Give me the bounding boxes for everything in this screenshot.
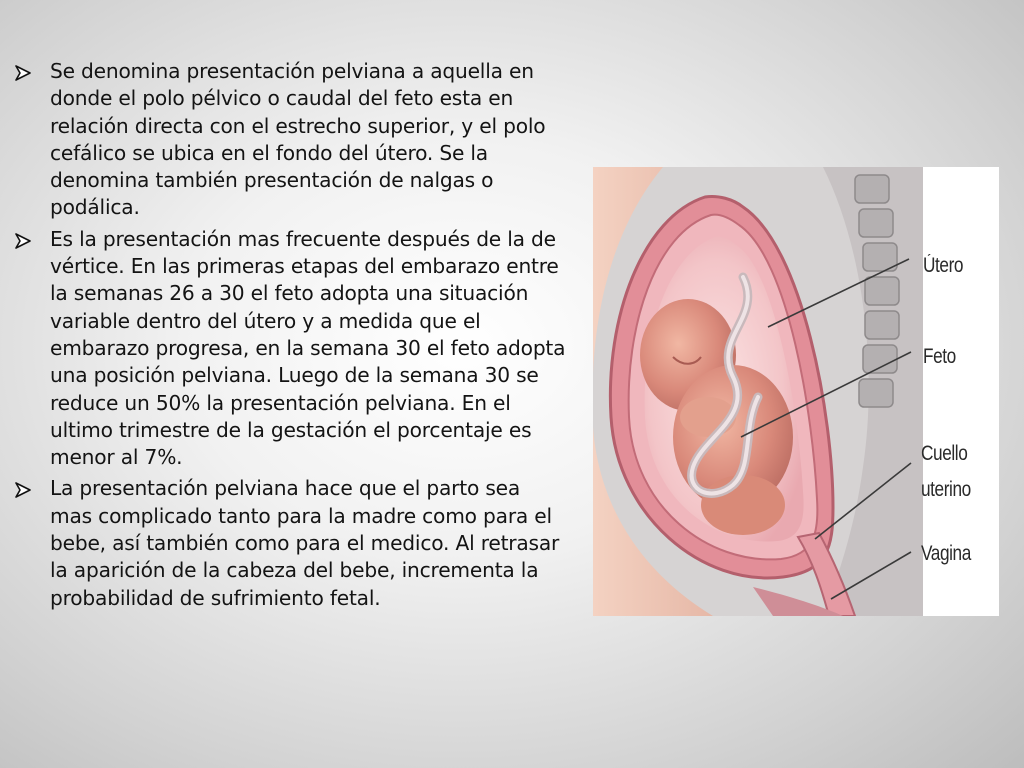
- label-cuello-line-2: uterino: [921, 478, 971, 501]
- bullet-item: [14, 226, 566, 472]
- arrow-bullet-icon: [14, 58, 50, 81]
- arrow-bullet-icon: [14, 226, 50, 249]
- bullet-text: Es la presentación mas frecuente después de la de vértice. En las primeras etapas del embarazo entre la semanas 26 a 30 el feto adopta una situación variable dentro del útero y a medida que el embarazo progresa, en la semana 30 el feto adopta una posición pelviana. Luego de la semana 30 se reduce un 50% la presentación pelviana. En el ultimo trimestre de la gestación el porcentaje es menor al 7%.: [50, 226, 566, 470]
- label-utero: Útero: [923, 254, 964, 277]
- anatomical-illustration: [593, 167, 999, 616]
- label-cuello-line-1: Cuello: [921, 442, 968, 465]
- bullet-list: [14, 58, 566, 616]
- bullet-item: [14, 58, 566, 222]
- label-feto: Feto: [923, 345, 956, 368]
- arrow-bullet-icon: [14, 475, 50, 498]
- bullet-text: La presentación pelviana hace que el parto sea mas complicado tanto para la madre como para el bebe, así también como para el medico. Al retrasar la aparición de la cabeza del bebe, incrementa la probabilidad de sufrimiento fetal.: [50, 476, 560, 610]
- bullet-item: [14, 475, 566, 611]
- label-vagina: Vagina: [921, 542, 971, 565]
- bullet-text: Se denomina presentación pelviana a aquella en donde el polo pélvico o caudal del feto esta en relación directa con el estrecho superior, y el polo cefálico se ubica en el fondo del útero. Se la denomina también presentación de nalgas o podálica.: [50, 59, 546, 220]
